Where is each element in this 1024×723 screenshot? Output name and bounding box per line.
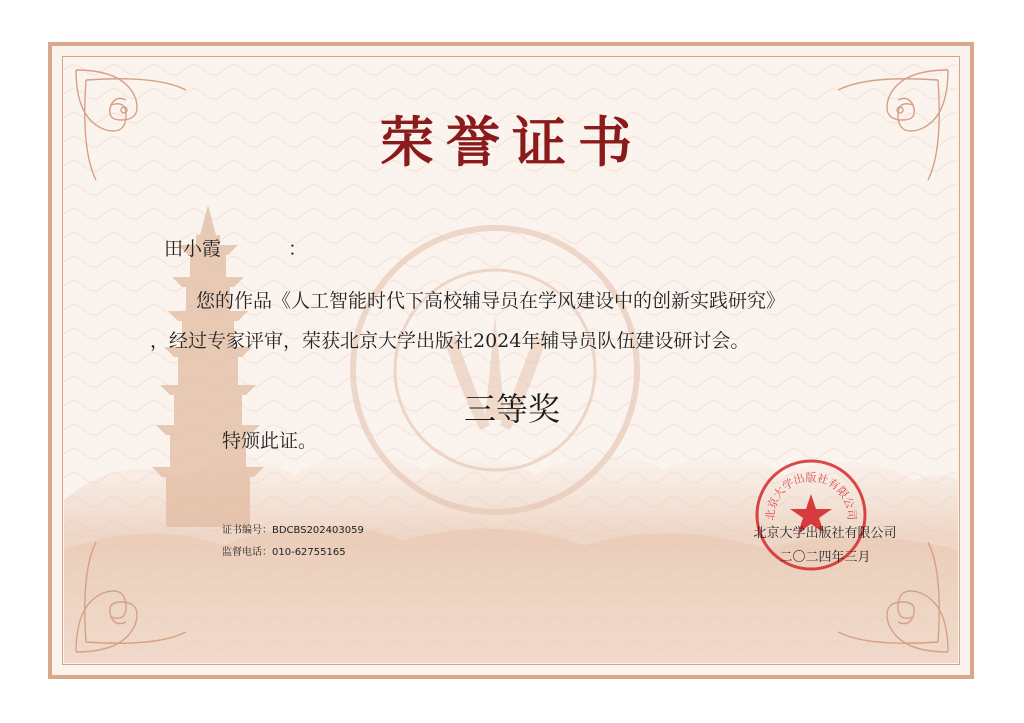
recipient-name: 田小霞 <box>164 238 222 260</box>
certificate-number: 证书编号：BDCBS202403059 <box>222 525 364 536</box>
issuer-name: 北京大学出版社有限公司 <box>753 526 897 541</box>
seal-text: 北京大学出版社有限公司 <box>763 471 859 521</box>
citation-line-2: ，经过专家评审，荣获北京大学出版社2024年辅导员队伍建设研讨会。 <box>150 330 750 352</box>
recipient-colon: ： <box>288 238 308 260</box>
award-level: 三等奖 <box>463 390 560 428</box>
citation-line-1: 您的作品《人工智能时代下高校辅导员在学风建设中的创新实践研究》 <box>196 290 786 312</box>
supervision-phone: 监督电话：010-62755165 <box>222 547 346 558</box>
certify-statement: 特颁此证。 <box>222 430 318 452</box>
issue-date: 二〇二四年三月 <box>779 550 871 565</box>
certificate-title: 荣誉证书 <box>380 110 644 174</box>
corner-flourish-icon <box>66 532 196 662</box>
